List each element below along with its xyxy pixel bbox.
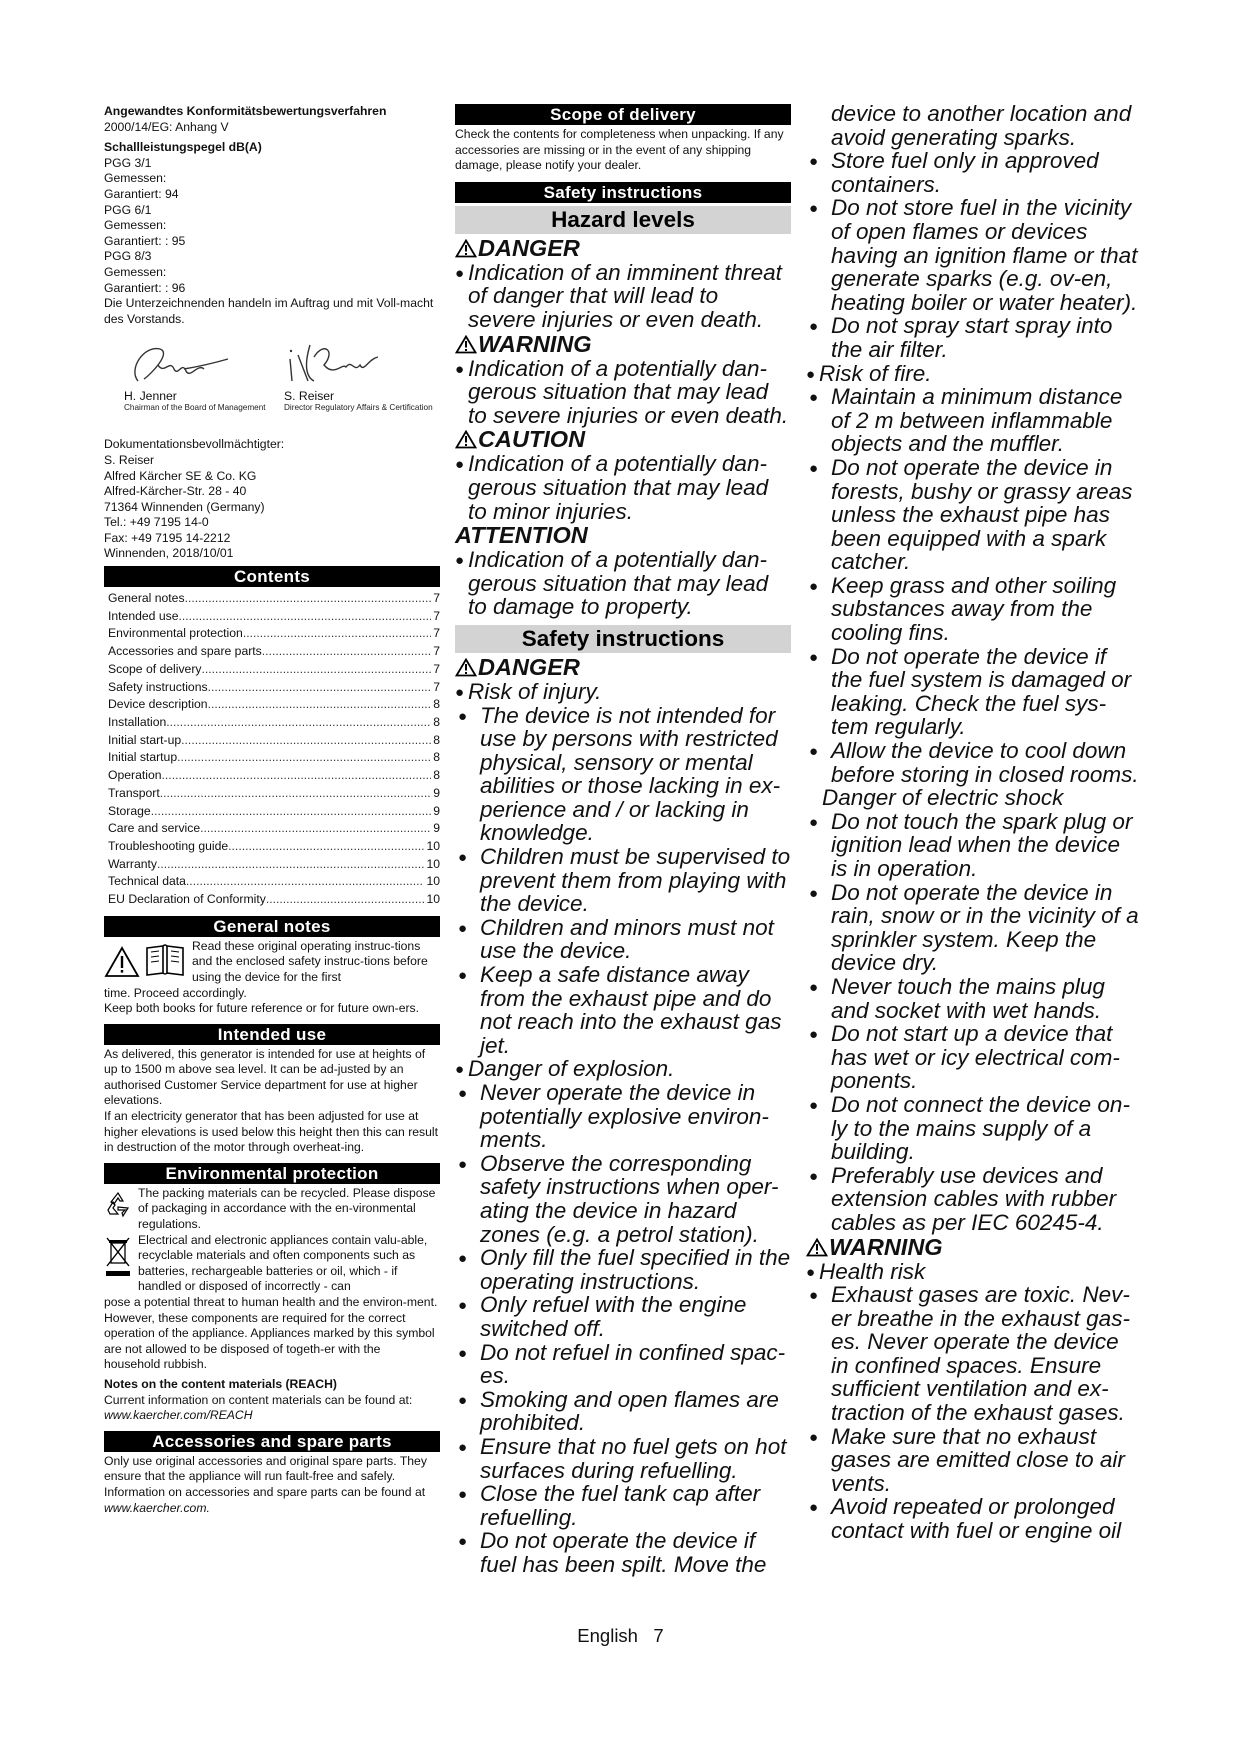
bullet-item: ● Preferably use devices and extension cables with rubber cables as per IEC 60245-4.	[806, 1164, 1142, 1235]
general-notes-text-2: time. Proceed accordingly.	[104, 985, 247, 1000]
toc-entry-leader	[162, 767, 432, 785]
toc-entry-leader	[185, 590, 432, 608]
toc-entry-page: 10	[426, 856, 440, 871]
accessories-link[interactable]: www.kaercher.com.	[104, 1500, 210, 1515]
signature-block	[104, 333, 440, 433]
reach-link[interactable]: www.kaercher.com/REACH	[104, 1408, 253, 1423]
toc-entry-page: 7	[433, 679, 440, 694]
bullet-item: ● Do not operate the device in forests, bushy or grassy areas unless the exhaust pipe has been equipped with a spark catcher.	[806, 456, 1142, 574]
column-1	[104, 104, 440, 1516]
bullet-item: ● Smoking and open flames are prohibited.	[455, 1388, 791, 1435]
contact-lines	[104, 437, 440, 562]
explosion-list	[455, 1081, 791, 1576]
toc-entry-leader	[181, 732, 431, 750]
electric-list	[806, 810, 1142, 1235]
table-of-contents	[104, 590, 440, 909]
toc-entry-title: Warranty	[108, 856, 157, 871]
signature-right-title: Director Regulatory Affairs & Certification	[284, 403, 433, 413]
bullet-item: ● Avoid repeated or prolonged contact with fuel or engine oil	[806, 1495, 1142, 1542]
danger-2-heading	[455, 655, 791, 680]
accessories-text: Information on accessories and spare parts can be found at	[104, 1484, 426, 1499]
intended-use-title: Intended use	[104, 1024, 440, 1045]
toc-entry-title: Environmental protection	[108, 626, 243, 641]
toc-entry	[108, 714, 440, 732]
bullet-item: ● Only fill the fuel specified in the operating instructions.	[455, 1246, 791, 1293]
toc-entry-title: Accessories and spare parts	[108, 644, 262, 659]
risk-of-injury: ● Risk of injury.	[455, 680, 791, 704]
warning-text: ● Indication of a potentially dan-gerous situation that may lead to severe injuries or even death.	[455, 357, 791, 428]
toc-entry-title: Initial start-up	[108, 732, 182, 747]
hazard-levels-title: Hazard levels	[455, 206, 791, 234]
contact-line: Winnenden, 2018/10/01	[104, 546, 234, 561]
toc-entry-page: 8	[433, 732, 440, 747]
toc-entry-title: General notes	[108, 591, 185, 606]
bullet-item: ● The device is not intended for use by persons with restricted physical, sensory or mental abilities or those lacking in ex-perience and / or lacking in knowledge.	[455, 704, 791, 846]
sound-line: Gemessen:	[104, 171, 167, 186]
bullet-item: ● Make sure that no exhaust gases are emitted close to air vents.	[806, 1425, 1142, 1496]
sound-line: Garantiert: : 96	[104, 280, 186, 295]
intended-use-paragraph-2: If an electricity generator that has been adjusted for use at higher elevations is used below this height then this can result in destruction of the motor through overheat-ing.	[104, 1109, 439, 1155]
warning-triangle-icon	[455, 658, 477, 677]
accessories-paragraph-1: Only use original accessories and original spare parts. They ensure that the appliance will run fault-free and safely.	[104, 1453, 427, 1484]
toc-entry-leader	[228, 838, 424, 856]
toc-entry-title: Intended use	[108, 608, 179, 623]
warning-heading-2	[806, 1235, 1142, 1260]
caution-text: ● Indication of a potentially dan-gerous situation that may lead to minor injuries.	[455, 452, 791, 523]
reach-paragraph	[104, 1393, 440, 1424]
warning-label: WARNING	[478, 330, 592, 357]
bullet-item: ● Keep grass and other soiling substances away from the cooling fins.	[806, 574, 1142, 645]
fire-list	[806, 385, 1142, 786]
sound-line: PGG 3/1	[104, 155, 152, 170]
toc-entry-title: Transport	[108, 785, 160, 800]
toc-entry-title: Initial startup	[108, 750, 178, 765]
bullet-item: ● Allow the device to cool down before storing in closed rooms.	[806, 739, 1142, 786]
toc-entry-leader	[243, 625, 431, 643]
sound-line: PGG 8/3	[104, 249, 152, 264]
danger-2-label: DANGER	[478, 653, 580, 680]
toc-entry-page: 9	[433, 785, 440, 800]
contact-line: Alfred Kärcher SE & Co. KG	[104, 468, 257, 483]
toc-entry	[108, 679, 440, 697]
toc-entry-leader	[202, 661, 432, 679]
danger-label: DANGER	[478, 234, 580, 261]
safety-instructions-title: Safety instructions	[455, 182, 791, 203]
toc-entry-title: Troubleshooting guide	[108, 838, 229, 853]
warning-triangle-icon	[806, 1238, 828, 1257]
recycling-row	[104, 1186, 440, 1233]
recycling-icon	[104, 1190, 132, 1218]
book-icon	[144, 943, 186, 977]
bullet-item: ● Never touch the mains plug and socket with wet hands.	[806, 975, 1142, 1022]
bullet-item: ● Maintain a minimum distance of 2 m between inflammable objects and the muffler.	[806, 385, 1142, 456]
bullet-item: ● Do not store fuel in the vicinity of open flames or devices having an ignition flame or that generate sparks (e.g. ov-en, heating boiler or water heater).	[806, 196, 1142, 314]
weee-row	[104, 1233, 440, 1295]
intended-use-paragraph-1: As delivered, this generator is intended for use at heights of up to 1500 m above sea level. It can be ad-justed by an authorised Customer Service department for use at higher elevations.	[104, 1046, 426, 1108]
toc-entry-leader	[157, 856, 424, 874]
sound-heading: Schallleistungspegel dB(A)	[104, 140, 262, 155]
contents-title: Contents	[104, 566, 440, 587]
toc-entry-leader	[166, 714, 431, 732]
bullet-item: ● Observe the corresponding safety instructions when oper-ating the device in hazard zones (e.g. a petrol station).	[455, 1152, 791, 1246]
attention-text: ● Indication of a potentially dan-gerous situation that may lead to damage to property.	[455, 548, 791, 619]
environmental-paragraph-2a: Electrical and electronic appliances contain valu-able, recyclable materials and often components such as batteries, rechargeable batteries or oil, which - if handled or disposed of incorrectly - can	[138, 1232, 428, 1294]
mandate-text: Die Unterzeichnenden handeln im Auftrag und mit Voll-macht des Vorstands.	[104, 296, 434, 326]
caution-heading	[455, 427, 791, 452]
scope-of-delivery-text: Check the contents for completeness when unpacking. If any accessories are missing or in the event of any shipping damage, please notify your dealer.	[455, 127, 784, 173]
danger-of-explosion: ● Danger of explosion.	[455, 1057, 791, 1081]
toc-entry-page: 7	[433, 644, 440, 659]
bullet-item: ● Do not operate the device if fuel has been spilt. Move the	[455, 1529, 791, 1576]
toc-entry-title: Operation	[108, 768, 162, 783]
sound-line: Gemessen:	[104, 218, 167, 233]
toc-entry-page: 10	[426, 874, 440, 889]
toc-entry-page: 10	[426, 838, 440, 853]
toc-entry-leader	[160, 785, 432, 803]
environmental-paragraph-1: The packing materials can be recycled. Please dispose of packaging in accordance with the en-vironmental regulations.	[138, 1185, 436, 1232]
crossed-bin-icon	[104, 1235, 132, 1279]
general-notes-text: Read these original operating instruc-tions and the enclosed safety instruc-tions before using the device for the first	[192, 938, 428, 984]
toc-entry-title: Safety instructions	[108, 679, 208, 694]
toc-entry-page: 8	[433, 714, 440, 729]
toc-entry	[108, 661, 440, 679]
toc-entry-leader	[186, 873, 425, 891]
toc-entry-title: Device description	[108, 697, 208, 712]
toc-entry-leader	[208, 696, 432, 714]
warning-triangle-icon	[455, 335, 477, 354]
toc-entry-title: Care and service	[108, 821, 201, 836]
warning-triangle-icon	[104, 945, 140, 979]
column-2	[455, 104, 791, 1576]
conformity-heading: Angewandtes Konformitätsbewertungsverfahren	[104, 104, 387, 118]
warning-triangle-icon	[455, 239, 477, 258]
contact-line: Dokumentationsbevollmächtigter:	[104, 437, 285, 452]
reach-text: Current information on content materials can be found at:	[104, 1392, 413, 1407]
toc-entry	[108, 608, 440, 626]
page-footer	[0, 1625, 1241, 1647]
accessories-paragraph-2	[104, 1485, 440, 1516]
toc-entry-page: 7	[433, 626, 440, 641]
toc-entry	[108, 838, 440, 856]
health-risk: ● Health risk	[806, 1260, 1142, 1284]
contact-line: Fax: +49 7195 14-2212	[104, 530, 231, 545]
contact-line: S. Reiser	[104, 452, 155, 467]
toc-entry-page: 9	[433, 821, 440, 836]
toc-entry	[108, 820, 440, 838]
toc-entry	[108, 785, 440, 803]
toc-entry-leader	[178, 608, 431, 626]
health-list	[806, 1283, 1142, 1543]
toc-entry	[108, 856, 440, 874]
sound-line: Garantiert: 94	[104, 186, 179, 201]
toc-entry	[108, 590, 440, 608]
toc-entry	[108, 891, 440, 909]
sound-line: PGG 6/1	[104, 202, 152, 217]
toc-entry	[108, 803, 440, 821]
contact-line: Tel.: +49 7195 14-0	[104, 515, 209, 530]
general-notes-row	[104, 939, 440, 986]
toc-entry	[108, 767, 440, 785]
continued-text: device to another location and avoid generating sparks.	[831, 101, 1132, 150]
safety-section-title: Safety instructions	[455, 625, 791, 653]
signature-left-title: Chairman of the Board of Management	[124, 403, 266, 413]
toc-entry	[108, 625, 440, 643]
column-3	[806, 102, 1142, 1543]
signature-right-name: S. Reiser	[284, 389, 335, 404]
bullet-item: ● Do not refuel in confined spac-es.	[455, 1341, 791, 1388]
caution-label: CAUTION	[478, 426, 586, 453]
electric-shock-heading: Danger of electric shock	[822, 785, 1064, 811]
toc-entry	[108, 643, 440, 661]
environmental-protection-title: Environmental protection	[104, 1163, 440, 1184]
toc-entry-page: 10	[426, 892, 440, 907]
bullet-item: ● Children and minors must not use the device.	[455, 916, 791, 963]
toc-entry-leader	[177, 749, 431, 767]
warning-label-2: WARNING	[829, 1233, 943, 1260]
bullet-item: ● Keep a safe distance away from the exhaust pipe and do not reach into the exhaust gas jet.	[455, 963, 791, 1057]
toc-entry-title: Storage	[108, 803, 151, 818]
sound-line: Garantiert: : 95	[104, 233, 186, 248]
toc-entry	[108, 749, 440, 767]
bullet-item: ● Do not connect the device on-ly to the mains supply of a building.	[806, 1093, 1142, 1164]
toc-entry-page: 7	[433, 591, 440, 606]
toc-entry-page: 9	[433, 803, 440, 818]
general-notes-title: General notes	[104, 916, 440, 937]
signature-left-name: H. Jenner	[124, 389, 177, 404]
bullet-item: ● Do not operate the device in rain, snow or in the vicinity of a sprinkler system. Keep the device dry.	[806, 881, 1142, 975]
toc-entry-page: 7	[433, 608, 440, 623]
toc-entry-page: 8	[433, 697, 440, 712]
risk-of-fire: ● Risk of fire.	[806, 362, 1142, 386]
general-notes-text-3: Keep both books for future reference or for future own-ers.	[104, 1001, 420, 1016]
toc-entry	[108, 696, 440, 714]
toc-entry	[108, 732, 440, 750]
toc-entry-leader	[262, 643, 431, 661]
contact-line: Alfred-Kärcher-Str. 28 - 40	[104, 484, 247, 499]
signature-jenner-image	[124, 339, 234, 389]
bullet-item: ● Exhaust gases are toxic. Nev-er breathe in the exhaust gas-es. Never operate the device in confined spaces. Ensure sufficient ventilation and ex-traction of the exhaust gases.	[806, 1283, 1142, 1425]
bullet-item: ● Never operate the device in potentially explosive environ-ments.	[455, 1081, 791, 1152]
danger-heading	[455, 236, 791, 261]
bullet-item: ● Store fuel only in approved containers.	[806, 149, 1142, 196]
toc-entry-title: EU Declaration of Conformity	[108, 892, 266, 907]
fuel-list	[806, 149, 1142, 361]
toc-entry-page: 8	[433, 750, 440, 765]
danger-text: ● Indication of an imminent threat of danger that will lead to severe injuries or even death.	[455, 261, 791, 332]
toc-entry-leader	[266, 891, 425, 909]
signature-reiser-image	[284, 337, 384, 387]
toc-entry-page: 7	[433, 661, 440, 676]
bullet-item: ● Children must be supervised to prevent them from playing with the device.	[455, 845, 791, 916]
toc-entry-title: Scope of delivery	[108, 661, 202, 676]
accessories-title: Accessories and spare parts	[104, 1431, 440, 1452]
attention-heading: ATTENTION	[455, 522, 588, 549]
footer-language: English	[577, 1625, 638, 1646]
injury-list	[455, 704, 791, 1058]
contact-line: 71364 Winnenden (Germany)	[104, 499, 265, 514]
environmental-paragraph-2b: pose a potential threat to human health and the environ-ment. However, these components are required for the correct operation of the appliance. Appliances marked by this symbol are not allowed to be disposed of togeth-er with the household rubbish.	[104, 1295, 438, 1372]
toc-entry-page: 8	[433, 768, 440, 783]
warning-triangle-icon	[455, 430, 477, 449]
scope-of-delivery-title: Scope of delivery	[455, 104, 791, 125]
bullet-item: ● Do not touch the spark plug or ignition lead when the device is in operation.	[806, 810, 1142, 881]
sound-line: Gemessen:	[104, 264, 167, 279]
bullet-item: ● Close the fuel tank cap after refuelling.	[455, 1482, 791, 1529]
footer-page-number: 7	[653, 1625, 664, 1646]
sound-lines	[104, 156, 440, 296]
toc-entry-leader	[151, 803, 432, 821]
toc-entry-title: Technical data	[108, 874, 186, 889]
bullet-item: ● Do not start up a device that has wet or icy electrical com-ponents.	[806, 1022, 1142, 1093]
toc-entry-title: Installation	[108, 714, 167, 729]
reach-heading: Notes on the content materials (REACH)	[104, 1376, 337, 1391]
toc-entry-leader	[200, 820, 431, 838]
bullet-item: ● Do not spray start spray into the air filter.	[806, 314, 1142, 361]
bullet-item: ● Do not operate the device if the fuel system is damaged or leaking. Check the fuel sys-tem regularly.	[806, 645, 1142, 739]
warning-heading	[455, 332, 791, 357]
bullet-item: ● Only refuel with the engine switched off.	[455, 1293, 791, 1340]
toc-entry	[108, 873, 440, 891]
bullet-item: ● Ensure that no fuel gets on hot surfaces during refuelling.	[455, 1435, 791, 1482]
toc-entry-leader	[208, 679, 432, 697]
conformity-line: 2000/14/EG: Anhang V	[104, 119, 229, 134]
